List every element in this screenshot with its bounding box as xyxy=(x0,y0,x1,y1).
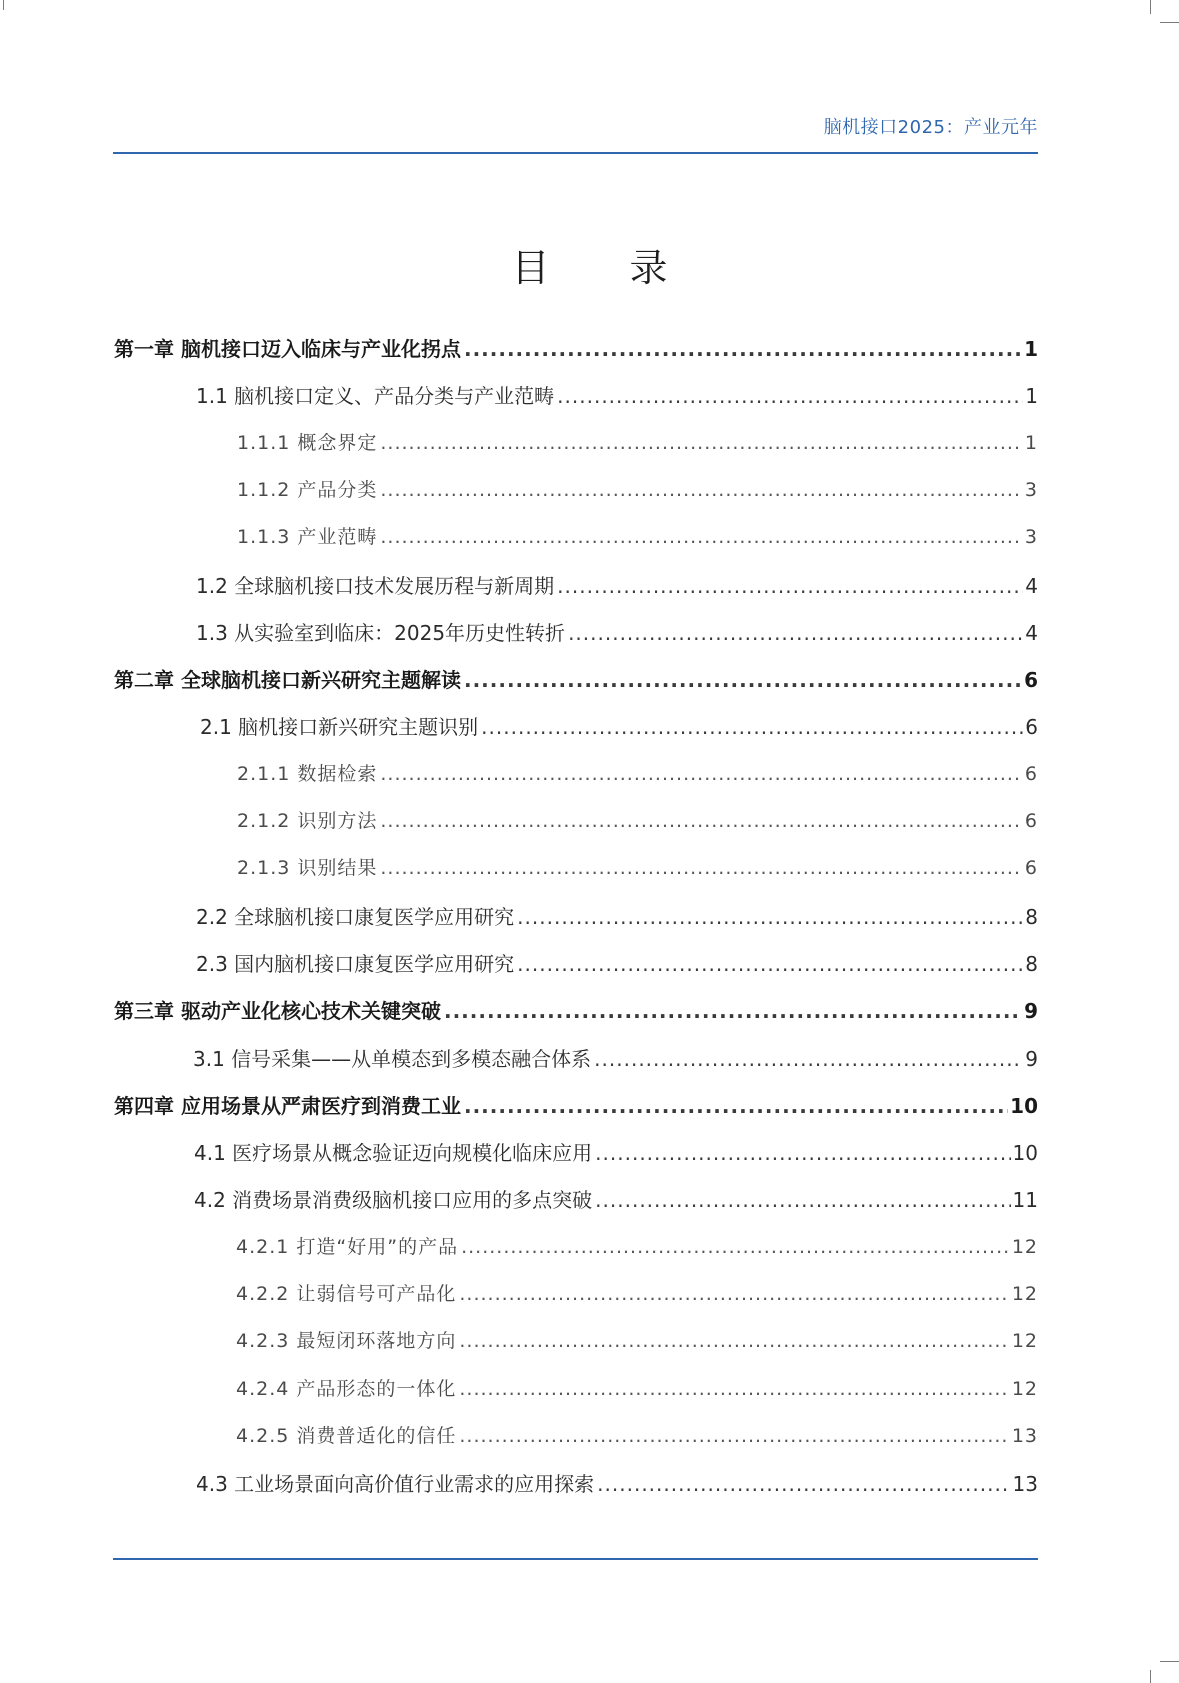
dot-leader xyxy=(464,668,1022,692)
toc-page-number: 13 xyxy=(1012,1472,1038,1497)
dot-leader xyxy=(459,1330,1009,1352)
toc-section-entry[interactable] xyxy=(196,1468,1038,1498)
toc-entry-title: 1.1.3 产业范畴 xyxy=(237,526,378,549)
toc-section-entry[interactable] xyxy=(196,948,1038,978)
toc-entry-title: 2.1 脑机接口新兴研究主题识别 xyxy=(200,715,479,740)
toc-entry-title: 4.2.2 让弱信号可产品化 xyxy=(236,1283,457,1305)
toc-entry-title: 1.2 全球脑机接口技术发展历程与新周期 xyxy=(196,573,555,598)
dot-leader xyxy=(595,1188,1010,1212)
toc-page-number: 1 xyxy=(1024,337,1038,361)
crop-mark-top-right-h xyxy=(1160,22,1179,23)
toc-section-entry[interactable] xyxy=(193,1043,1038,1073)
dot-leader xyxy=(380,479,1023,501)
crop-mark-bottom-right-h xyxy=(1160,1661,1179,1662)
toc-page-number: 6 xyxy=(1024,762,1038,785)
toc-entry-title: 2.3 国内脑机接口康复医学应用研究 xyxy=(196,951,515,976)
crop-mark-bottom-right-v xyxy=(1150,1670,1151,1683)
toc-section-entry[interactable] xyxy=(196,380,1038,410)
toc-entry-title: 第四章 应用场景从严肃医疗到消费工业 xyxy=(114,1093,461,1118)
toc-page-number: 6 xyxy=(1024,810,1038,832)
header-rule xyxy=(113,152,1038,154)
toc-page-number: 12 xyxy=(1011,1330,1038,1353)
toc-entry-title: 4.2.1 打造“好用”的产品 xyxy=(236,1235,459,1258)
dot-leader xyxy=(568,621,1023,645)
toc-subsection-entry[interactable] xyxy=(236,1279,1038,1309)
toc-page-number: 9 xyxy=(1025,1046,1038,1071)
dot-leader xyxy=(459,1425,1009,1447)
toc-entry-title: 1.1.2 产品分类 xyxy=(237,478,378,501)
crop-mark-top-right-v xyxy=(1150,0,1151,14)
toc-page-number: 10 xyxy=(1010,1093,1038,1118)
dot-leader xyxy=(481,715,1023,739)
toc-section-entry[interactable] xyxy=(194,1137,1038,1167)
toc-page-number: 9 xyxy=(1024,999,1038,1024)
toc-page-number: 12 xyxy=(1011,1377,1038,1400)
toc-subsection-entry[interactable] xyxy=(237,853,1038,883)
crop-mark-top-left-v xyxy=(3,0,4,10)
dot-leader xyxy=(380,526,1023,548)
toc-page-number: 4 xyxy=(1025,573,1038,598)
toc-page-number: 10 xyxy=(1012,1141,1038,1166)
dot-leader xyxy=(459,1378,1009,1400)
footer-rule xyxy=(113,1558,1038,1560)
toc-page-number: 8 xyxy=(1025,904,1038,929)
dot-leader xyxy=(464,337,1022,361)
toc-entry-title: 第一章 脑机接口迈入临床与产业化拐点 xyxy=(114,337,461,361)
toc-entry-title: 4.2.5 消费普适化的信任 xyxy=(236,1424,457,1447)
toc-subsection-entry[interactable] xyxy=(237,522,1038,552)
toc-chapter-entry[interactable] xyxy=(114,333,1038,363)
toc-subsection-entry[interactable] xyxy=(236,1326,1038,1356)
toc-subsection-entry[interactable] xyxy=(236,1374,1038,1404)
dot-leader xyxy=(517,952,1023,976)
toc-chapter-entry[interactable] xyxy=(114,995,1038,1025)
toc-subsection-entry[interactable] xyxy=(236,1421,1038,1451)
dot-leader xyxy=(595,1141,1010,1165)
toc-entry-title: 2.1.3 识别结果 xyxy=(237,857,378,880)
toc-section-entry[interactable] xyxy=(196,617,1038,647)
dot-leader xyxy=(517,905,1023,929)
toc-subsection-entry[interactable] xyxy=(237,475,1038,505)
toc-page-number: 6 xyxy=(1024,857,1038,880)
toc-page-number: 6 xyxy=(1024,668,1038,693)
toc-entry-title: 3.1 信号采集——从单模态到多模态融合体系 xyxy=(193,1046,592,1071)
toc-entry-title: 1.1 脑机接口定义、产品分类与产业范畴 xyxy=(196,384,555,409)
dot-leader xyxy=(557,574,1023,598)
toc-chapter-entry[interactable] xyxy=(114,664,1038,694)
toc-entry-title: 第三章 驱动产业化核心技术关键突破 xyxy=(114,999,441,1024)
toc-page-number: 3 xyxy=(1024,478,1038,501)
toc-section-entry[interactable] xyxy=(200,711,1038,741)
dot-leader xyxy=(461,1236,1010,1258)
toc-entry-title: 4.2.4 产品形态的一体化 xyxy=(236,1377,457,1400)
toc-page-number: 4 xyxy=(1025,620,1038,645)
toc-page-number: 13 xyxy=(1011,1424,1038,1447)
toc-section-entry[interactable] xyxy=(194,1184,1038,1214)
toc-subsection-entry[interactable] xyxy=(237,759,1038,789)
toc-entry-title: 2.2 全球脑机接口康复医学应用研究 xyxy=(196,904,515,929)
toc-page-number: 12 xyxy=(1011,1235,1038,1258)
toc-entry-title: 2.1.1 数据检索 xyxy=(237,762,378,785)
toc-page-number: 1 xyxy=(1024,431,1038,454)
running-header-title: 脑机接口2025：产业元年 xyxy=(823,117,1038,138)
toc-entry-title: 1.1.1 概念界定 xyxy=(237,431,378,454)
dot-leader xyxy=(380,763,1023,785)
page-title: 目 录 xyxy=(511,246,702,290)
toc-page-number: 11 xyxy=(1012,1188,1038,1213)
toc-entry-title: 4.2.3 最短闭环落地方向 xyxy=(236,1330,457,1353)
toc-page-number: 1 xyxy=(1025,384,1038,409)
dot-leader xyxy=(597,1472,1010,1496)
toc-entry-title: 4.1 医疗场景从概念验证迈向规模化临床应用 xyxy=(194,1141,593,1166)
toc-subsection-entry[interactable] xyxy=(237,806,1038,836)
dot-leader xyxy=(380,810,1023,832)
toc-page-number: 12 xyxy=(1011,1283,1038,1305)
dot-leader xyxy=(380,432,1023,454)
dot-leader xyxy=(380,857,1023,879)
toc-subsection-entry[interactable] xyxy=(237,428,1038,458)
dot-leader xyxy=(444,999,1022,1023)
dot-leader xyxy=(464,1094,1008,1118)
toc-entry-title: 4.2 消费场景消费级脑机接口应用的多点突破 xyxy=(194,1188,593,1213)
dot-leader xyxy=(459,1283,1009,1305)
toc-subsection-entry[interactable] xyxy=(236,1232,1038,1262)
dot-leader xyxy=(557,384,1023,408)
toc-entry-title: 第二章 全球脑机接口新兴研究主题解读 xyxy=(114,668,461,693)
toc-page-number: 8 xyxy=(1025,951,1038,976)
toc-page-number: 3 xyxy=(1024,526,1038,549)
toc-section-entry[interactable] xyxy=(196,901,1038,931)
toc-section-entry[interactable] xyxy=(196,570,1038,600)
toc-entry-title: 2.1.2 识别方法 xyxy=(237,810,378,832)
toc-entry-title: 4.3 工业场景面向高价值行业需求的应用探索 xyxy=(196,1472,595,1497)
dot-leader xyxy=(594,1047,1023,1071)
toc-chapter-entry[interactable] xyxy=(114,1090,1038,1120)
toc-entry-title: 1.3 从实验室到临床：2025年历史性转折 xyxy=(196,620,566,645)
toc-page-number: 6 xyxy=(1025,715,1038,740)
